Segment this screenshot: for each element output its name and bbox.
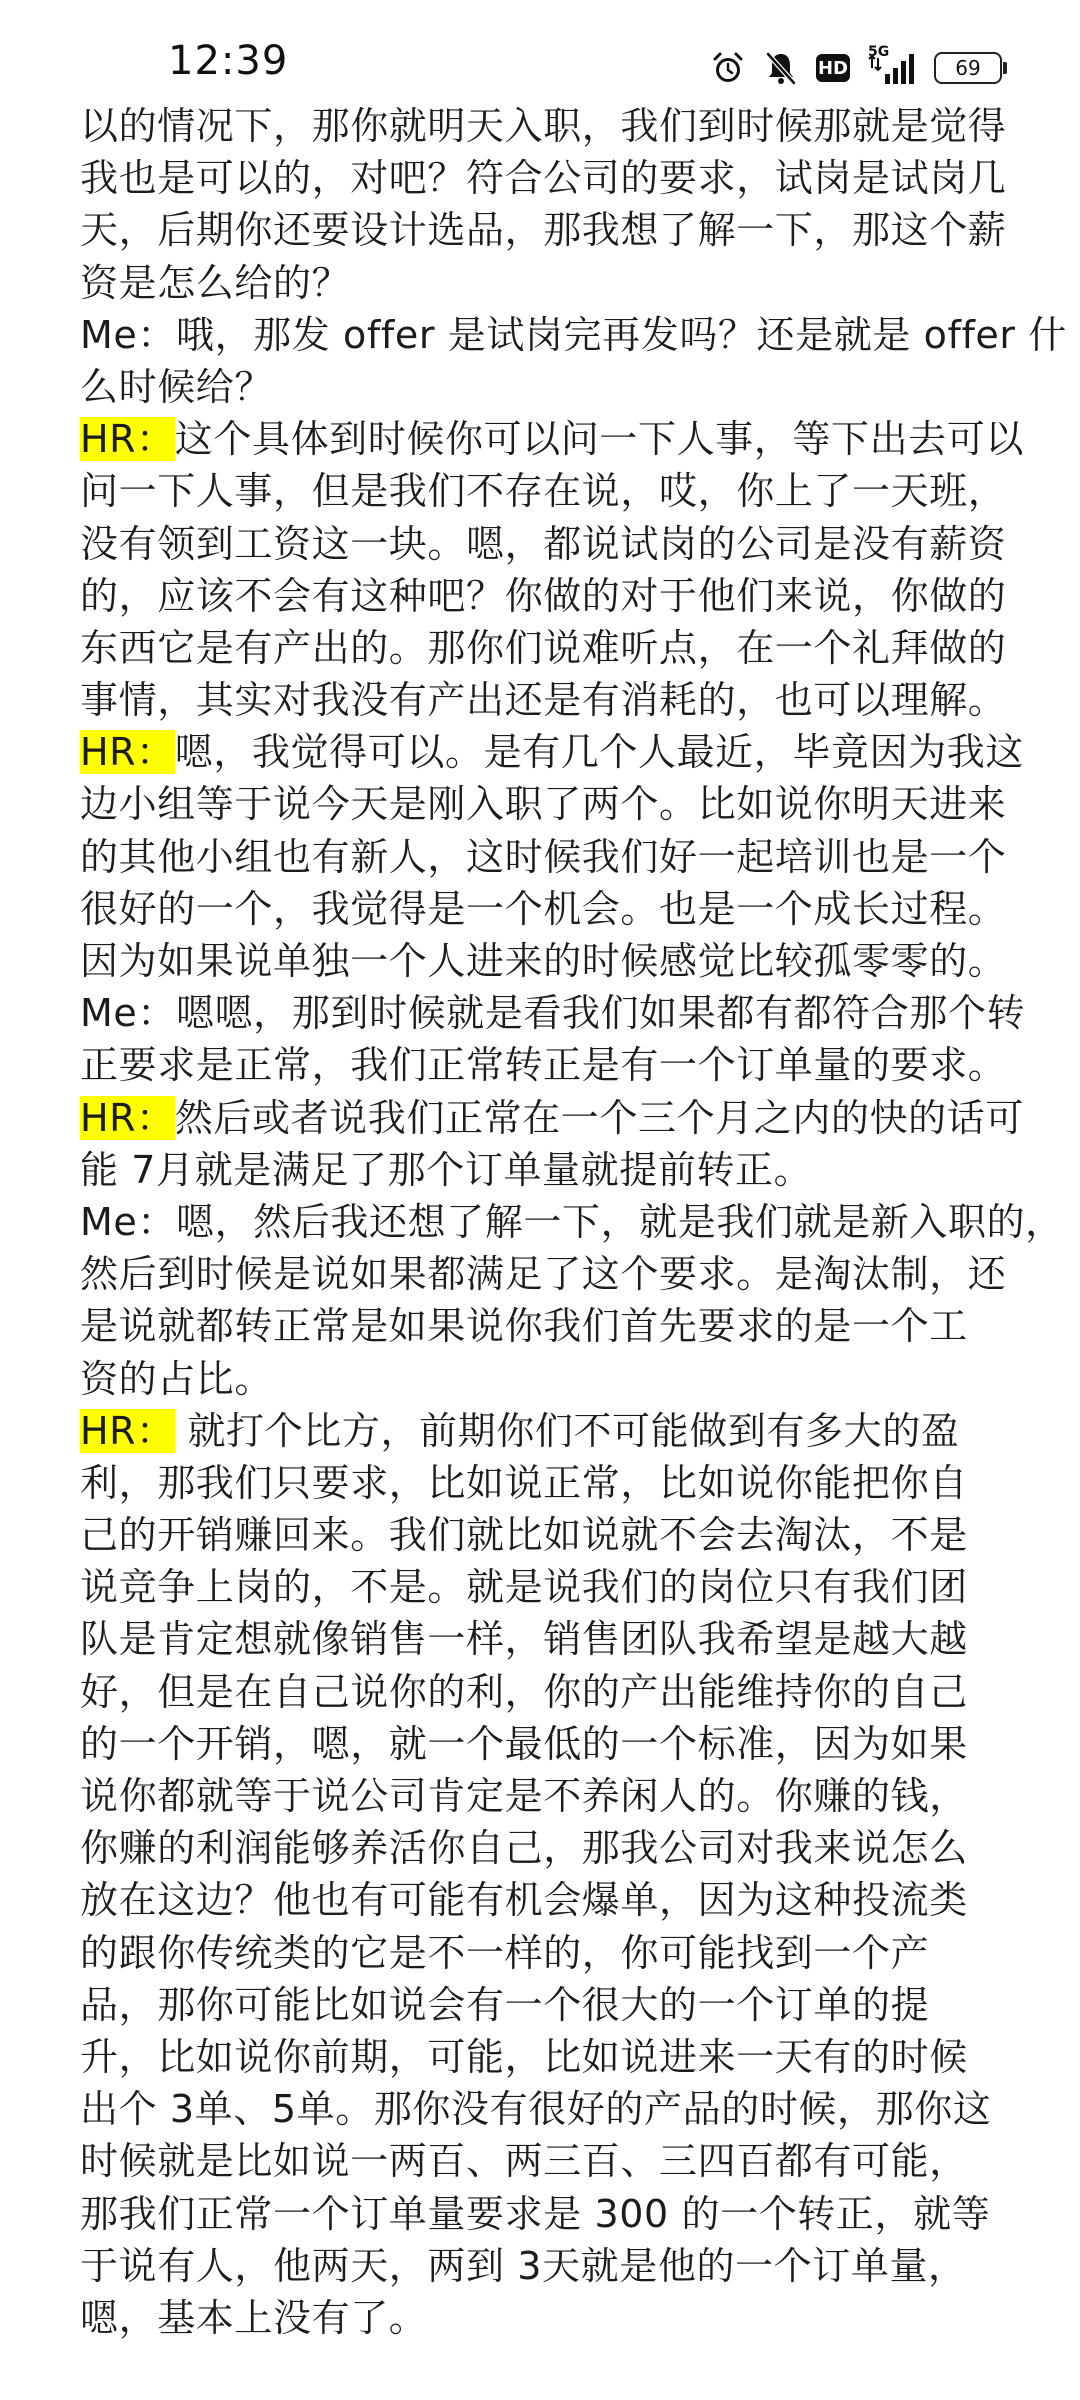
transcript-line (80, 1666, 1020, 1718)
transcript-line (80, 1979, 1020, 2031)
transcript-line (80, 1927, 1020, 1979)
line-text: 嗯，基本上没有了。 (80, 2295, 428, 2340)
transcript-line (80, 465, 1020, 517)
transcript-line (80, 1300, 1020, 1352)
line-text: 好，但是在自己说你的利，你的产出能维持你的自己 (80, 1669, 968, 1714)
line-text: 资是怎么给的？ (80, 260, 351, 305)
transcript-line (80, 987, 1026, 1039)
transcript-line (80, 570, 1020, 622)
transcript-line (80, 361, 1020, 413)
line-text: 嗯，我觉得可以。是有几个人最近，毕竟因为我这 (174, 730, 1024, 775)
transcript-line (80, 518, 1020, 570)
line-text: 因为如果说单独一个人进来的时候感觉比较孤零零的。 (80, 939, 1007, 983)
transcript-line (80, 1405, 1020, 1457)
transcript-line (80, 883, 1020, 935)
line-text: 的一个开销，嗯，就一个最低的一个标准，因为如果 (80, 1721, 968, 1766)
transcript-line (80, 622, 1020, 674)
transcript-line (80, 1822, 1020, 1874)
line-text: 那我们正常一个订单量要求是 300 的一个转正，就等 (80, 2191, 991, 2236)
line-text: 以的情况下，那你就明天入职，我们到时候那就是觉得 (80, 104, 1007, 148)
speaker-label-hr: HR： (80, 730, 175, 775)
line-text: 事情，其实对我没有产出还是有消耗的，也可以理解。 (80, 678, 1007, 723)
line-text: 时候就是比如说一两百、两三百、三四百都有可能， (80, 2139, 968, 2184)
line-text: 出个 3单、5单。那你没有很好的产品的时候，那你这 (80, 2087, 992, 2132)
transcript-line (80, 152, 1020, 204)
transcript-line (80, 2292, 1020, 2344)
line-text: 放在这边？他也有可能有机会爆单，因为这种投流类 (80, 1878, 968, 1923)
speaker-label-hr: HR： (80, 417, 175, 462)
transcript-line (80, 1874, 1020, 1926)
transcript-line (80, 413, 1024, 465)
transcript-line (80, 2135, 1020, 2187)
transcript-line (80, 309, 1067, 361)
line-text: 利，那我们只要求，比如说正常，比如说你能把你自 (80, 1460, 968, 1505)
line-text: 资的占比。 (80, 1356, 274, 1401)
speaker-label-hr: HR： (80, 1408, 175, 1453)
line-text: 我也是可以的，对吧？符合公司的要求，试岗是试岗几 (80, 156, 1007, 201)
status-icons (710, 46, 1002, 90)
line-text: Me：哦，那发 offer 是试岗完再发吗？还是就是 offer 什 (80, 312, 1067, 357)
transcript-line (80, 1039, 1020, 1091)
line-text: 说竞争上岗的，不是。就是说我们的岗位只有我们团 (80, 1565, 968, 1610)
line-text: 是说就都转正常是如果说你我们首先要求的是一个工 (80, 1304, 968, 1349)
line-text: 然后到时候是说如果都满足了这个要求。是淘汰制，还 (80, 1252, 1007, 1297)
line-text: 的跟你传统类的它是不一样的，你可能找到一个产 (80, 1930, 930, 1975)
transcript-line (80, 831, 1020, 883)
transcript-line (80, 257, 1020, 309)
line-text: 这个具体到时候你可以问一下人事，等下出去可以 (174, 417, 1024, 462)
transcript-line (80, 1509, 1020, 1561)
transcript-line (80, 100, 1020, 152)
transcript-line (80, 1353, 1020, 1405)
line-text: Me：嗯，然后我还想了解一下，就是我们就是新入职的， (80, 1199, 1064, 1244)
transcript-line (80, 935, 1020, 987)
line-text: 么时候给？ (80, 364, 274, 409)
battery-icon: 69 (934, 52, 1002, 84)
line-text: 升，比如说你前期，可能，比如说进来一天有的时候 (80, 2034, 968, 2079)
transcript-line (80, 674, 1020, 726)
line-text: 东西它是有产出的。那你们说难听点，在一个礼拜做的 (80, 625, 1007, 670)
transcript-line (80, 1770, 1020, 1822)
line-text: 队是肯定想就像销售一样，销售团队我希望是越大越 (80, 1617, 968, 1662)
status-time: 12:39 (168, 38, 289, 84)
alarm-icon (710, 50, 746, 86)
line-text: 能 7月就是满足了那个订单量就提前转正。 (80, 1147, 813, 1192)
transcript-text (80, 100, 1067, 2344)
transcript-line (80, 1196, 1064, 1248)
line-text: 说你都就等于说公司肯定是不养闲人的。你赚的钱， (80, 1774, 968, 1818)
line-text: 边小组等于说今天是刚入职了两个。比如说你明天进来 (80, 782, 1007, 827)
line-text: 品，那你可能比如说会有一个很大的一个订单的提 (80, 1982, 930, 2027)
line-text: 己的开销赚回来。我们就比如说就不会去淘汰，不是 (80, 1513, 968, 1558)
transcript-line (80, 1092, 1024, 1144)
line-text: Me：嗯嗯，那到时候就是看我们如果都有都符合那个转 (80, 991, 1026, 1036)
transcript-line (80, 1248, 1020, 1300)
line-text: 然后或者说我们正常在一个三个月之内的快的话可 (174, 1095, 1024, 1140)
transcript-line (80, 2031, 1020, 2083)
status-bar (0, 0, 1080, 100)
transcript-line (80, 1613, 1020, 1665)
network-type-label: 5G (868, 44, 890, 60)
speaker-label-hr: HR： (80, 1095, 175, 1140)
transcript-line (80, 778, 1020, 830)
transcript-line (80, 726, 1024, 778)
line-text: 你赚的利润能够养活你自己，那我公司对我来说怎么 (80, 1826, 968, 1871)
transcript-line (80, 1718, 1020, 1770)
transcript-line (80, 2083, 1020, 2135)
line-text: 很好的一个，我觉得是一个机会。也是一个成长过程。 (80, 886, 1007, 931)
transcript-line (80, 204, 1020, 256)
line-text: 问一下人事，但是我们不存在说，哎，你上了一天班， (80, 469, 1007, 514)
hd-icon: HD (816, 54, 850, 82)
line-text: 没有领到工资这一块。嗯，都说试岗的公司是没有薪资 (80, 521, 1007, 566)
line-text: 的，应该不会有这种吧？你做的对于他们来说，你做的 (80, 573, 1007, 618)
transcript-line (80, 1144, 1020, 1196)
signal-icon (868, 44, 916, 86)
line-text: 于说有人，他两天，两到 3天就是他的一个订单量， (80, 2243, 967, 2288)
line-text: 天，后期你还要设计选品，那我想了解一下，那这个薪 (80, 208, 1007, 253)
transcript-line (80, 1457, 1020, 1509)
line-text: 正要求是正常，我们正常转正是有一个订单量的要求。 (80, 1043, 1007, 1088)
line-text: 就打个比方，前期你们不可能做到有多大的盈 (174, 1408, 960, 1453)
mute-bell-icon (764, 50, 798, 86)
transcript-line (80, 2188, 1020, 2240)
transcript-line (80, 1561, 1020, 1613)
line-text: 的其他小组也有新人，这时候我们好一起培训也是一个 (80, 834, 1007, 879)
transcript-line (80, 2240, 1020, 2292)
